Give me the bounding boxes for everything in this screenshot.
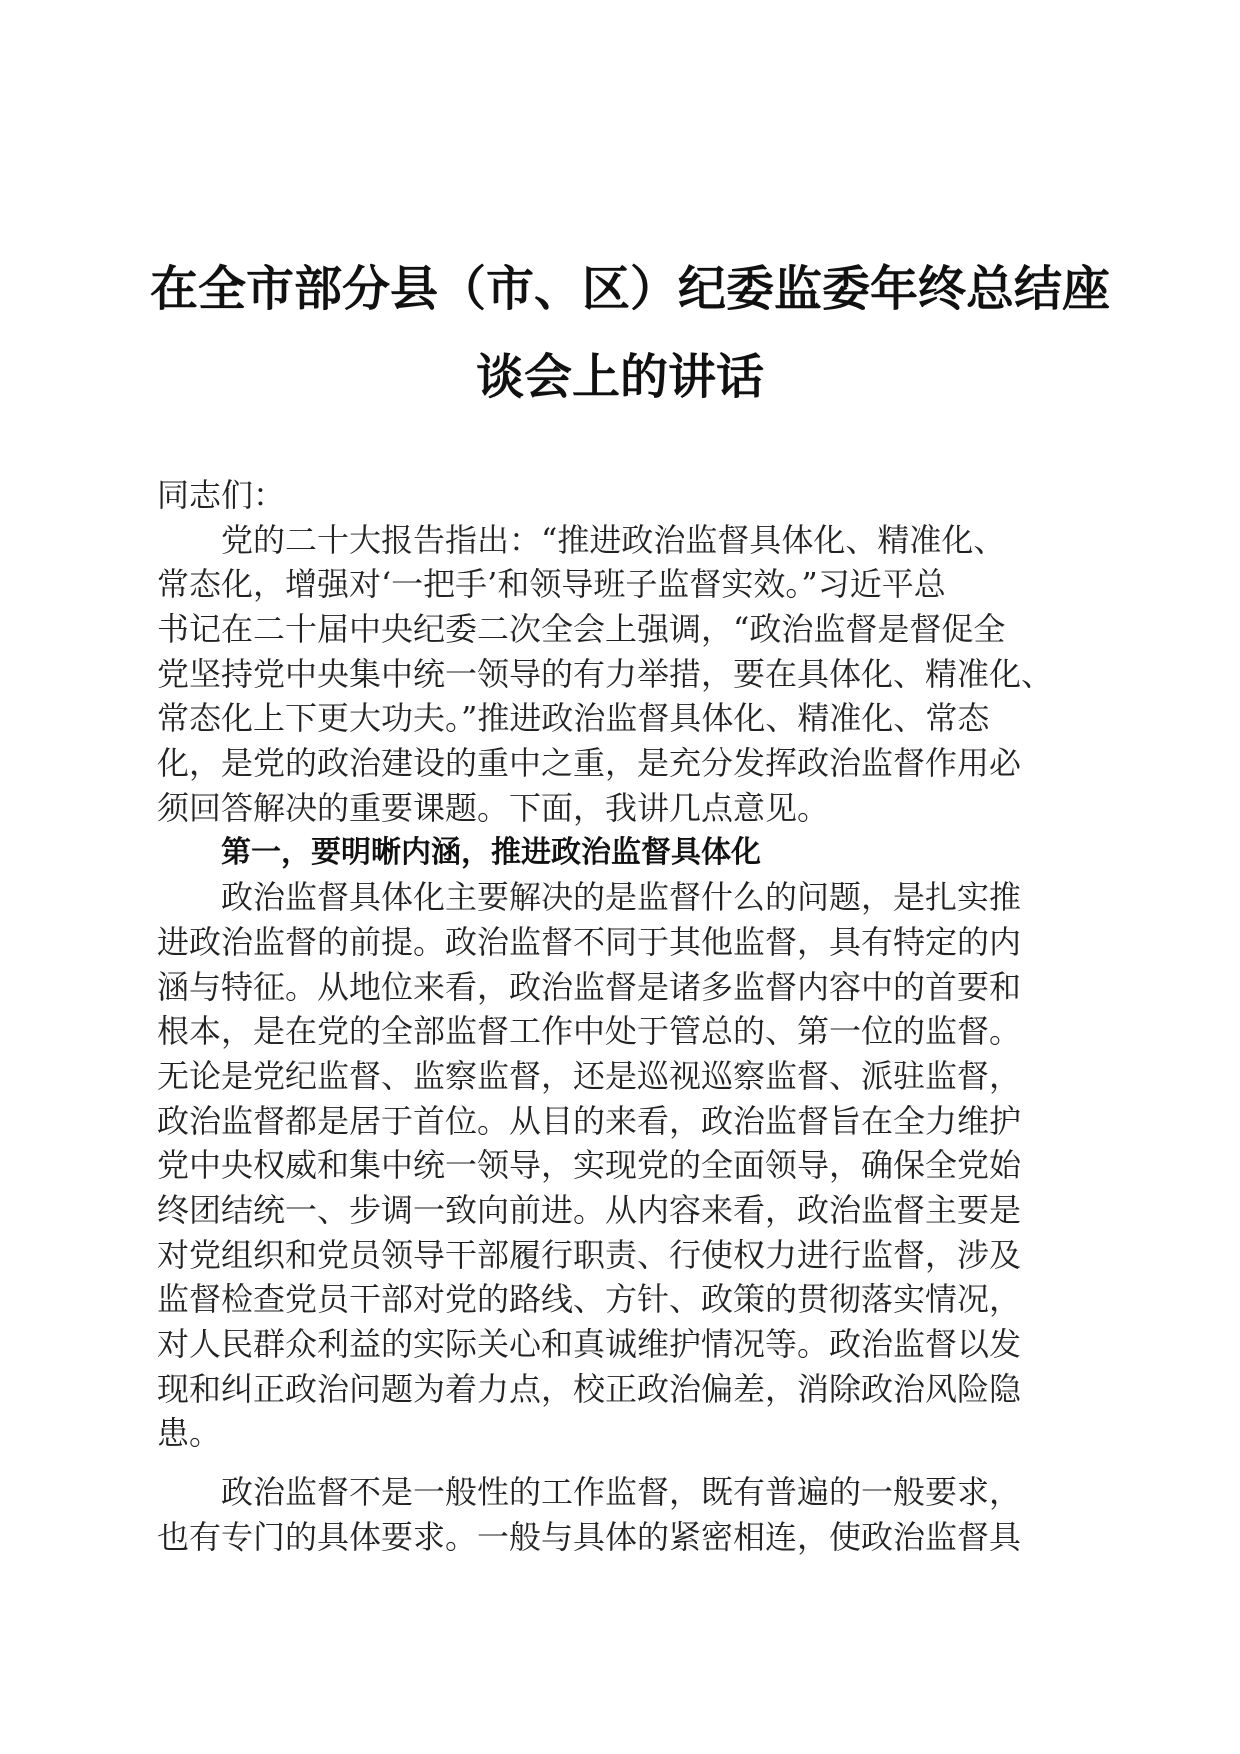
document-title-line-1: 在全市部分县（市、区）纪委监委年终总结座 <box>150 261 1111 317</box>
paragraph-line: 终团结统一、步调一致向前进。从内容来看，政治监督主要是 <box>157 1191 1022 1229</box>
intro-line: 书记在二十届中央纪委二次全会上强调，“政治监督是督促全 <box>157 610 1006 649</box>
document-title-line-2: 谈会上的讲话 <box>475 349 764 405</box>
paragraph-line: 现和纠正政治问题为着力点，校正政治偏差，消除政治风险隐 <box>157 1369 1022 1408</box>
paragraph-line: 根本，是在党的全部监督工作中处于管总的、第一位的监督。 <box>157 1012 1022 1051</box>
paragraph-line: 对人民群众利益的实际关心和真诚维护情况等。政治监督以发 <box>157 1325 1022 1364</box>
intro-line: 党坚持党中央集中统一领导的有力举措，要在具体化、精准化、 <box>157 654 1054 693</box>
paragraph-line: 进政治监督的前提。政治监督不同于其他监督，具有特定的内 <box>157 922 1022 961</box>
intro-line: 常态化，增强对‘一把手’和领导班子监督实效。”习近平总 <box>157 565 946 604</box>
paragraph-line: 政治监督都是居于首位。从目的来看，政治监督旨在全力维护 <box>157 1101 1022 1140</box>
paragraph-line: 党中央权威和集中统一领导，实现党的全面领导，确保全党始 <box>157 1146 1022 1185</box>
paragraph-line: 政治监督不是一般性的工作监督，既有普遍的一般要求， <box>221 1473 1022 1512</box>
intro-line: 化，是党的政治建设的重中之重，是充分发挥政治监督作用必 <box>157 744 1022 783</box>
document-body <box>157 473 1097 1560</box>
section-heading: 第一，要明晰内涵，推进政治监督具体化 <box>221 834 761 870</box>
paragraph-line: 涵与特征。从地位来看，政治监督是诸多监督内容中的首要和 <box>157 967 1022 1006</box>
paragraph-line: 患。 <box>157 1414 222 1453</box>
intro-line: 常态化上下更大功夫。”推进政治监督具体化、精准化、常态 <box>157 699 990 738</box>
intro-line: 党的二十大报告指出：“推进政治监督具体化、精准化、 <box>221 520 1006 559</box>
paragraph-gap <box>157 1456 1097 1470</box>
paragraph-line: 也有专门的具体要求。一般与具体的紧密相连，使政治监督具 <box>157 1517 1022 1556</box>
paragraph-line: 监督检查党员干部对党的路线、方针、政策的贯彻落实情况， <box>157 1280 1022 1319</box>
paragraph-line: 政治监督具体化主要解决的是监督什么的问题，是扎实推 <box>221 878 1022 917</box>
salutation: 同志们： <box>157 476 286 514</box>
paragraph-line: 无论是党纪监督、监察监督，还是巡视巡察监督、派驻监督， <box>157 1056 1022 1095</box>
intro-line: 须回答解决的重要课题。下面，我讲几点意见。 <box>157 788 830 827</box>
paragraph-line: 对党组织和党员领导干部履行职责、行使权力进行监督，涉及 <box>157 1235 1022 1274</box>
